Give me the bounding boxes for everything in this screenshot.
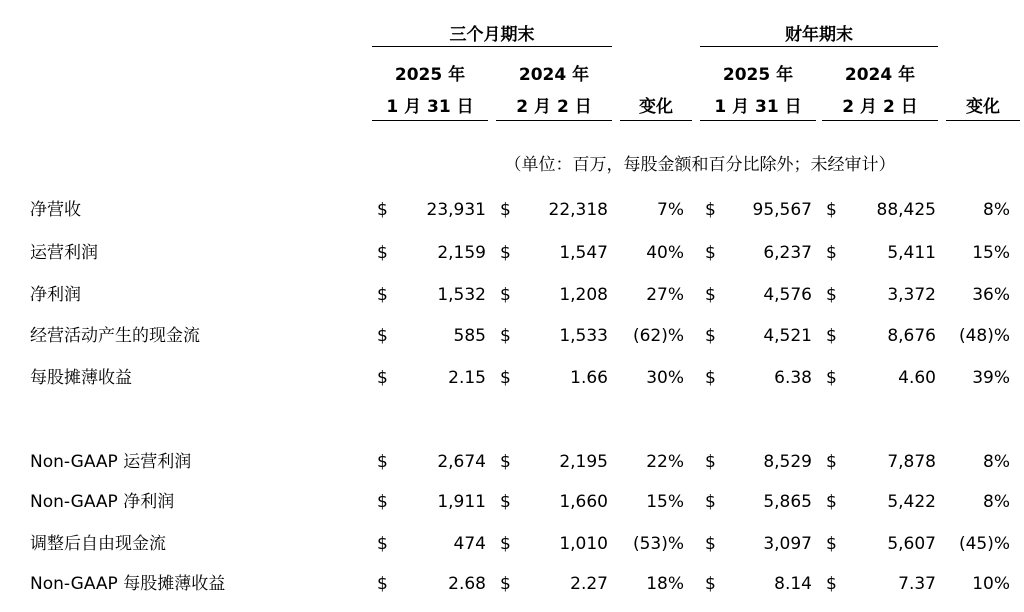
currency-symbol: $ [377, 285, 388, 305]
row-label: 净营收 [30, 200, 81, 220]
col4-header-line2: 1 月 31 日 [714, 97, 802, 117]
currency-symbol: $ [377, 452, 388, 472]
table-row [0, 442, 1024, 482]
value-three-months-2025: 2.68 [448, 574, 486, 594]
value-fiscal-year-2024: 3,372 [887, 285, 936, 305]
value-fiscal-year-2025: 4,521 [763, 326, 812, 346]
value-three-months-2025: 23,931 [426, 200, 486, 220]
change-three-months: (62)% [632, 326, 684, 346]
table-row [0, 190, 1024, 230]
currency-symbol: $ [500, 574, 511, 594]
units-note: （单位：百万，每股金额和百分比除外；未经审计） [504, 155, 896, 175]
currency-symbol: $ [705, 368, 716, 388]
row-label: Non-GAAP 净利润 [30, 492, 175, 512]
change-three-months: (53)% [632, 534, 684, 554]
value-three-months-2024: 1,533 [559, 326, 608, 346]
table-row [0, 233, 1024, 273]
currency-symbol: $ [826, 534, 837, 554]
value-fiscal-year-2024: 8,676 [887, 326, 936, 346]
currency-symbol: $ [705, 534, 716, 554]
currency-symbol: $ [826, 200, 837, 220]
value-fiscal-year-2024: 7.37 [898, 574, 936, 594]
currency-symbol: $ [500, 534, 511, 554]
value-three-months-2024: 22,318 [548, 200, 608, 220]
table-row [0, 564, 1024, 604]
value-fiscal-year-2025: 4,576 [763, 285, 812, 305]
col3-header: 变化 [639, 97, 673, 117]
currency-symbol: $ [705, 326, 716, 346]
change-three-months: 22% [646, 452, 684, 472]
change-fiscal-year: 36% [972, 285, 1010, 305]
currency-symbol: $ [826, 452, 837, 472]
currency-symbol: $ [826, 368, 837, 388]
table-row [0, 524, 1024, 564]
currency-symbol: $ [500, 492, 511, 512]
currency-symbol: $ [377, 534, 388, 554]
value-three-months-2024: 1,010 [559, 534, 608, 554]
value-three-months-2024: 2,195 [559, 452, 608, 472]
value-three-months-2024: 1,660 [559, 492, 608, 512]
value-three-months-2025: 585 [453, 326, 486, 346]
value-three-months-2025: 474 [453, 534, 486, 554]
value-fiscal-year-2025: 3,097 [763, 534, 812, 554]
change-fiscal-year: 8% [983, 452, 1010, 472]
row-label: 调整后自由现金流 [30, 534, 166, 554]
col5-header-line2: 2 月 2 日 [842, 97, 918, 117]
row-label: Non-GAAP 运营利润 [30, 452, 192, 472]
value-fiscal-year-2024: 5,607 [887, 534, 936, 554]
currency-symbol: $ [500, 326, 511, 346]
currency-symbol: $ [377, 492, 388, 512]
value-three-months-2025: 2,159 [437, 243, 486, 263]
col1-header-line2: 1 月 31 日 [386, 97, 474, 117]
value-fiscal-year-2025: 6,237 [763, 243, 812, 263]
value-three-months-2024: 1,547 [559, 243, 608, 263]
change-three-months: 18% [646, 574, 684, 594]
currency-symbol: $ [705, 452, 716, 472]
currency-symbol: $ [705, 243, 716, 263]
change-fiscal-year: 8% [983, 492, 1010, 512]
row-label: Non-GAAP 每股摊薄收益 [30, 574, 226, 594]
row-label: 运营利润 [30, 243, 98, 263]
change-three-months: 27% [646, 285, 684, 305]
value-three-months-2024: 1.66 [570, 368, 608, 388]
header-three-months: 三个月期末 [449, 25, 535, 45]
currency-symbol: $ [500, 285, 511, 305]
currency-symbol: $ [826, 326, 837, 346]
change-three-months: 15% [646, 492, 684, 512]
value-fiscal-year-2025: 95,567 [752, 200, 812, 220]
header-fiscal-year: 财年期末 [785, 25, 853, 45]
value-fiscal-year-2025: 5,865 [763, 492, 812, 512]
value-three-months-2024: 2.27 [570, 574, 608, 594]
currency-symbol: $ [500, 243, 511, 263]
col3-header-rule [620, 120, 692, 121]
row-label: 净利润 [30, 285, 81, 305]
value-fiscal-year-2025: 8,529 [763, 452, 812, 472]
table-row [0, 358, 1024, 398]
currency-symbol: $ [377, 574, 388, 594]
value-fiscal-year-2024: 4.60 [898, 368, 936, 388]
currency-symbol: $ [705, 200, 716, 220]
col1-header-line1: 2025 年 [394, 65, 466, 85]
header-three-months-rule [372, 46, 612, 47]
header-fiscal-year-rule [700, 46, 938, 47]
currency-symbol: $ [500, 452, 511, 472]
currency-symbol: $ [705, 574, 716, 594]
col4-header-line1: 2025 年 [722, 65, 794, 85]
currency-symbol: $ [500, 200, 511, 220]
currency-symbol: $ [826, 285, 837, 305]
value-three-months-2025: 1,911 [437, 492, 486, 512]
col4-header-rule [700, 120, 816, 121]
change-three-months: 7% [657, 200, 684, 220]
value-fiscal-year-2025: 6.38 [774, 368, 812, 388]
currency-symbol: $ [826, 574, 837, 594]
table-row [0, 275, 1024, 315]
col6-header: 变化 [966, 97, 1000, 117]
col2-header-rule [496, 120, 612, 121]
change-three-months: 40% [646, 243, 684, 263]
value-three-months-2024: 1,208 [559, 285, 608, 305]
col5-header-line1: 2024 年 [844, 65, 916, 85]
currency-symbol: $ [377, 326, 388, 346]
currency-symbol: $ [377, 200, 388, 220]
value-fiscal-year-2024: 5,411 [887, 243, 936, 263]
value-three-months-2025: 2.15 [448, 368, 486, 388]
change-fiscal-year: 10% [972, 574, 1010, 594]
row-label: 经营活动产生的现金流 [30, 326, 200, 346]
table-row [0, 482, 1024, 522]
currency-symbol: $ [826, 492, 837, 512]
value-fiscal-year-2025: 8.14 [774, 574, 812, 594]
currency-symbol: $ [705, 492, 716, 512]
currency-symbol: $ [500, 368, 511, 388]
change-three-months: 30% [646, 368, 684, 388]
currency-symbol: $ [826, 243, 837, 263]
change-fiscal-year: 39% [972, 368, 1010, 388]
change-fiscal-year: (48)% [958, 326, 1010, 346]
value-three-months-2025: 1,532 [437, 285, 486, 305]
change-fiscal-year: (45)% [958, 534, 1010, 554]
row-label: 每股摊薄收益 [30, 368, 132, 388]
value-fiscal-year-2024: 88,425 [876, 200, 936, 220]
col6-header-rule [946, 120, 1020, 121]
col2-header-line1: 2024 年 [518, 65, 590, 85]
col1-header-rule [372, 120, 488, 121]
col5-header-rule [822, 120, 938, 121]
currency-symbol: $ [377, 243, 388, 263]
currency-symbol: $ [377, 368, 388, 388]
change-fiscal-year: 8% [983, 200, 1010, 220]
currency-symbol: $ [705, 285, 716, 305]
col2-header-line2: 2 月 2 日 [516, 97, 592, 117]
change-fiscal-year: 15% [972, 243, 1010, 263]
table-row [0, 316, 1024, 356]
value-fiscal-year-2024: 7,878 [887, 452, 936, 472]
value-three-months-2025: 2,674 [437, 452, 486, 472]
value-fiscal-year-2024: 5,422 [887, 492, 936, 512]
